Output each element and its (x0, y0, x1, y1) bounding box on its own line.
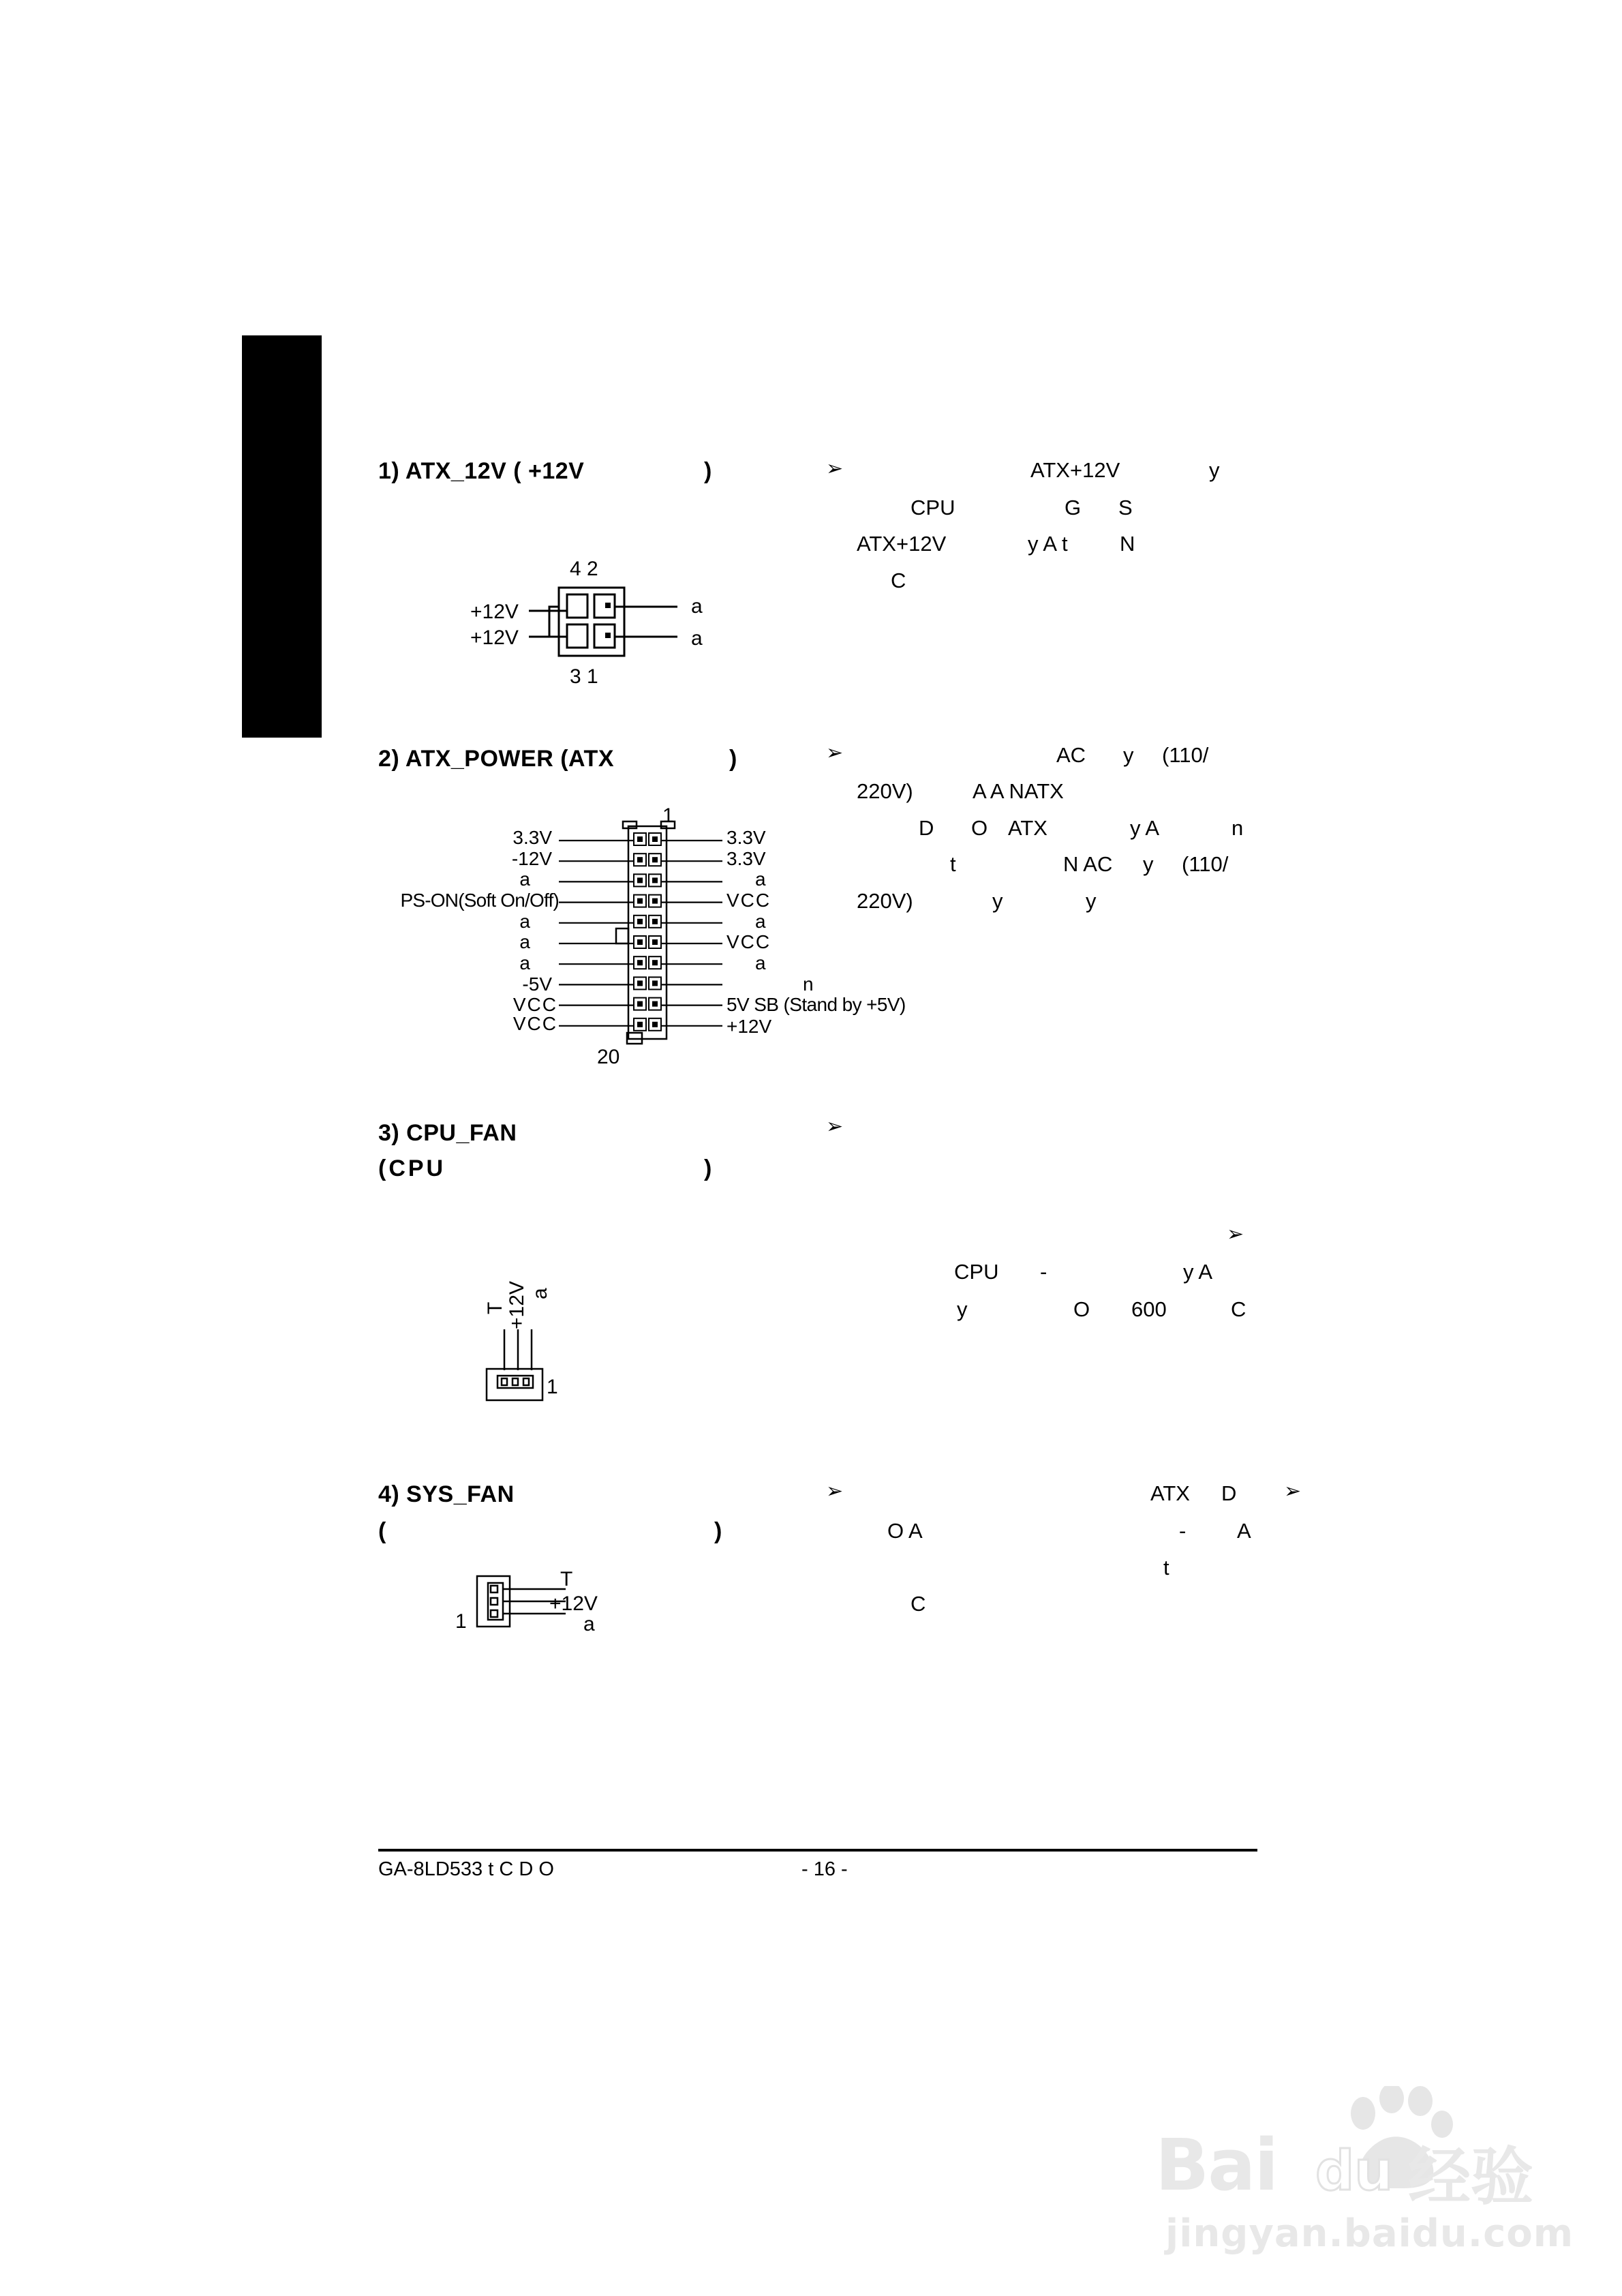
atxpower-right-label: 3.3V (726, 827, 766, 848)
section-3-heading: 3) CPU_FAN (378, 1120, 517, 1146)
section-4-heading: 4) SYS_FAN (378, 1481, 515, 1507)
watermark-brand-cn: 经验 (1408, 2141, 1534, 2214)
watermark-brand-latin: Bai (1155, 2124, 1278, 2207)
atxpower-pin (649, 916, 661, 928)
atxpower-pin-dot (653, 858, 657, 862)
s1-desc-1a: ATX+12V (1030, 458, 1120, 482)
atxpower-pin-dot (638, 961, 642, 965)
atx12v-pins-bottom: 3 1 (570, 665, 598, 688)
atxpower-pin (634, 833, 646, 845)
s4-desc-2c: A (1237, 1519, 1251, 1543)
s3-desc-2c: 600 (1131, 1297, 1167, 1321)
s2-desc-2a: 220V) (857, 779, 913, 803)
atxpower-pin-dot (638, 1023, 642, 1027)
atxpower-left-label: a (519, 952, 530, 973)
cpufan-label-a: a (529, 1288, 551, 1299)
arrowhead-right-icon: ➢ (826, 1480, 844, 1502)
watermark-url: jingyan.baidu.com (1165, 2211, 1574, 2256)
atxpower-pin (649, 998, 661, 1010)
atxpower-pin (649, 854, 661, 866)
s2-desc-3c: ATX (1008, 816, 1047, 840)
section-4-heading-2: ( (378, 1518, 386, 1544)
s1-desc-2a: CPU (911, 496, 955, 519)
s2-desc-4a: t (950, 852, 956, 876)
s4-desc-2a: O A (887, 1519, 923, 1543)
atxpower-pin (634, 977, 646, 989)
atxpower-pin (634, 936, 646, 948)
atxpower-pin-dot (653, 981, 657, 985)
s2-desc-5a: 220V) (857, 889, 913, 913)
arrowhead-left-icon: ➢ (1227, 1223, 1244, 1245)
s4-desc-1b: D (1221, 1481, 1237, 1505)
atxpower-pin (634, 895, 646, 907)
atxpower-pin (649, 956, 661, 969)
cpufan-label-12v: +12V (506, 1281, 528, 1329)
s2-desc-3a: D (919, 816, 934, 840)
s3-desc-1c: y A (1183, 1260, 1213, 1284)
s3-desc-2d: C (1231, 1297, 1246, 1321)
atxpower-left-label: a (519, 911, 530, 932)
s2-desc-3b: O (971, 816, 988, 840)
s2-desc-4d: (110/ (1182, 852, 1229, 876)
atxpower-pin (634, 956, 646, 969)
atxpower-right-label: +12V (726, 1016, 772, 1037)
atxpower-pin (649, 895, 661, 907)
atxpower-pin (649, 936, 661, 948)
footer-left-text: GA-8LD533 t C D O (378, 1858, 554, 1880)
footer-page-number: - 16 - (801, 1858, 848, 1880)
s3-desc-1b: - (1040, 1260, 1047, 1284)
s2-desc-4b: N AC (1063, 852, 1113, 876)
atxpower-pin (634, 998, 646, 1010)
s1-desc-2b: G (1065, 496, 1082, 519)
atxpower-right-label: a (755, 911, 766, 932)
atxpower-left-label: a (519, 931, 530, 952)
atxpower-left-label: VCC (512, 1013, 557, 1034)
section-3-heading-2: (CPU (378, 1155, 446, 1181)
arrowhead-right-icon: ➢ (826, 742, 844, 764)
footer-rule (378, 1849, 1257, 1852)
s4-desc-3a: t (1163, 1556, 1169, 1580)
atxpower-pin (649, 1018, 661, 1031)
atxpower-right-label: n (803, 973, 814, 995)
section-1-heading-close: ) (704, 458, 712, 484)
atxpower-right-label: 3.3V (726, 848, 766, 869)
atxpower-pin-dot (638, 981, 642, 985)
s2-desc-5b: y (992, 889, 1003, 913)
arrowhead-right-icon: ➢ (826, 457, 844, 480)
arrowhead-right-icon: ➢ (1284, 1480, 1302, 1502)
s1-desc-4a: C (891, 569, 906, 592)
section-3-heading-close: ) (704, 1155, 712, 1181)
atxpower-pin (634, 916, 646, 928)
s1-desc-3c: N (1120, 532, 1135, 556)
atxpower-left-label: 3.3V (512, 827, 552, 848)
s1-desc-1b: y (1209, 458, 1220, 482)
atxpower-pin-dot (653, 1002, 657, 1006)
atxpower-pin-dot (653, 940, 657, 944)
s3-desc-2a: y (957, 1297, 968, 1321)
atx12v-right-label-1: a (691, 595, 703, 618)
atxpower-pin-dot (638, 837, 642, 841)
s1-desc-3a: ATX+12V (857, 532, 947, 556)
side-tab-marker (242, 335, 322, 738)
sysfan-label-12v: +12V (549, 1592, 598, 1615)
cpufan-label-t: T (484, 1301, 506, 1314)
atxpower-pin-dot (638, 920, 642, 924)
atxpower-pin-dot (638, 878, 642, 882)
atxpower-pin-20: 20 (597, 1046, 620, 1068)
s4-desc-1a: ATX (1150, 1481, 1190, 1505)
section-4-heading-close: ) (714, 1518, 722, 1544)
atxpower-right-label: a (755, 952, 766, 973)
atx12v-left-label-1: +12V (470, 601, 519, 623)
s2-desc-1c: (110/ (1162, 743, 1209, 767)
atxpower-right-label: VCC (726, 931, 771, 952)
atxpower-pin (634, 854, 646, 866)
s1-desc-2c: S (1118, 496, 1133, 519)
atxpower-pin-dot (653, 878, 657, 882)
s2-desc-4c: y (1143, 852, 1154, 876)
section-2-heading-close: ) (729, 746, 737, 772)
atxpower-pin-dot (638, 1002, 642, 1006)
atxpower-pin-dot (653, 837, 657, 841)
atxpower-pin (634, 874, 646, 886)
atx12v-right-label-2: a (691, 627, 703, 650)
s2-desc-2b: A A NATX (973, 779, 1064, 803)
atxpower-pin (634, 1018, 646, 1031)
s3-desc-2b: O (1073, 1297, 1090, 1321)
s4-desc-4a: C (911, 1592, 926, 1616)
atxpower-pin-1: 1 (662, 804, 674, 827)
section-2-heading: 2) ATX_POWER (ATX (378, 746, 614, 772)
section-1-heading: 1) ATX_12V ( +12V (378, 458, 585, 484)
atxpower-pin (649, 833, 661, 845)
atxpower-pin-dot (638, 858, 642, 862)
atxpower-pin (649, 977, 661, 989)
sysfan-label-t: T (560, 1568, 573, 1590)
s3-desc-1a: CPU (954, 1260, 999, 1284)
atxpower-right-label: a (755, 868, 766, 890)
atxpower-pin-dot (638, 940, 642, 944)
atxpower-left-label: a (519, 868, 530, 890)
s2-desc-3d: y A (1130, 816, 1160, 840)
watermark-brand-du: du (1315, 2139, 1394, 2203)
s4-desc-2b: - (1179, 1519, 1187, 1543)
sysfan-pin-1: 1 (455, 1610, 467, 1633)
sysfan-label-a: a (583, 1613, 595, 1635)
atxpower-pin (649, 874, 661, 886)
arrowhead-right-icon: ➢ (826, 1115, 844, 1138)
atxpower-left-label: -5V (522, 973, 552, 995)
atx12v-left-label-2: +12V (470, 626, 519, 649)
atxpower-pin-dot (653, 961, 657, 965)
atx12v-pins-top: 4 2 (570, 558, 598, 580)
s2-desc-5c: y (1086, 889, 1097, 913)
s2-desc-1a: AC (1056, 743, 1086, 767)
s1-desc-3b: y A t (1028, 532, 1068, 556)
atxpower-pin-dot (653, 920, 657, 924)
s2-desc-3e: n (1231, 816, 1244, 840)
atxpower-left-label: PS-ON(Soft On/Off) (400, 890, 559, 911)
atxpower-left-label: VCC (512, 994, 557, 1015)
atxpower-left-label: -12V (511, 848, 552, 869)
atxpower-right-label: VCC (726, 890, 771, 911)
cpufan-pin-1: 1 (547, 1376, 558, 1398)
atxpower-pin-dot (638, 899, 642, 903)
atxpower-right-label: 5V SB (Stand by +5V) (726, 994, 906, 1015)
atxpower-pin-dot (653, 1023, 657, 1027)
atxpower-pin-dot (653, 899, 657, 903)
s2-desc-1b: y (1123, 743, 1134, 767)
